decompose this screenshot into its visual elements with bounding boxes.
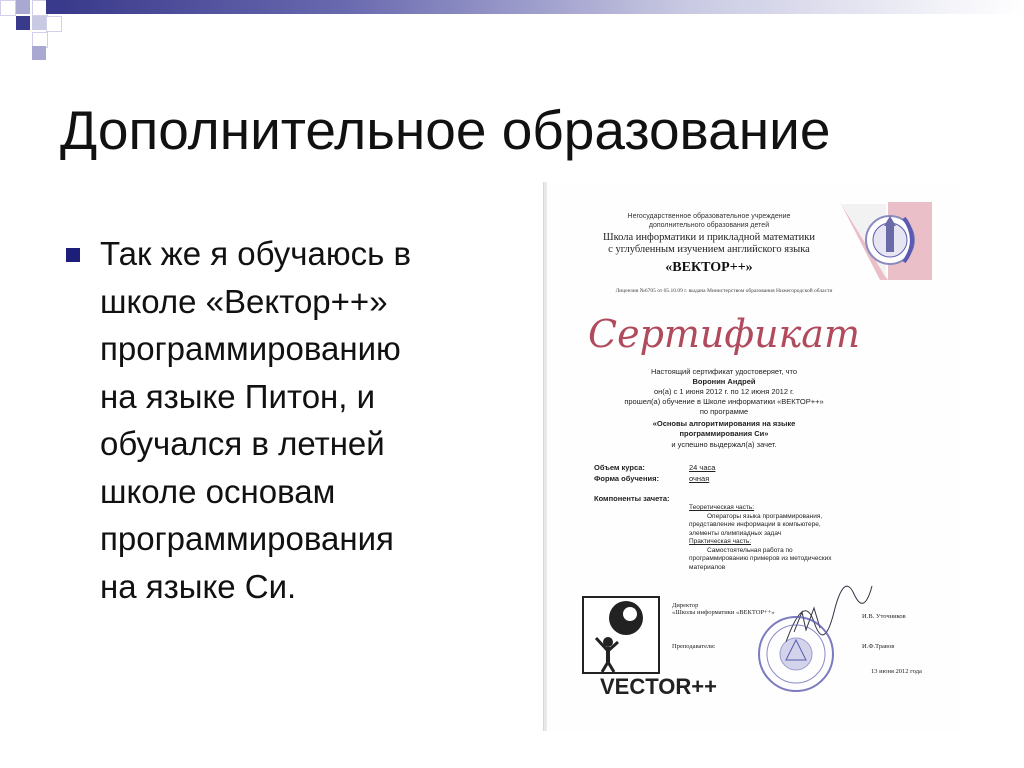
body-line: обучался в летней — [100, 425, 385, 462]
certificate-volume-label: Объем курса: — [594, 463, 645, 472]
vector-logo-text: VECTOR++ — [600, 674, 717, 699]
slide-title: Дополнительное образование — [60, 99, 831, 161]
certificate-school-line: с углубленным изучением английского языка — [608, 244, 810, 255]
vector-logo-icon — [582, 596, 662, 676]
body-line: школе основам — [100, 472, 336, 510]
certificate-components-label: Компоненты зачета: — [594, 494, 670, 503]
deco-square — [16, 16, 30, 30]
round-stamp-icon — [756, 614, 836, 694]
certificate-school — [574, 232, 844, 256]
certificate-practice-line: материалов — [689, 563, 726, 571]
certificate-date: 13 июня 2012 года — [871, 668, 922, 675]
certificate-teachers-label: Преподаватели: — [672, 643, 716, 650]
certificate-form-value: очная — [689, 474, 710, 483]
slide-body — [100, 230, 520, 610]
body-line: программированию — [100, 330, 401, 367]
certificate-recipient: Воронин Андрей — [692, 377, 756, 386]
certificate-school-line: Школа информатики и прикладной математики — [603, 232, 815, 243]
certificate-form-label: Форма обучения: — [594, 474, 659, 483]
certificate-volume-row — [594, 463, 715, 472]
certificate-director-line: Директор — [672, 602, 699, 609]
school-emblem-icon — [840, 202, 932, 280]
certificate-line: он(а) с 1 июня 2012 г. по 12 июня 2012 г. — [653, 387, 795, 396]
certificate-theory-label: Теоретическая часть: — [689, 504, 755, 511]
certificate-line: и успешно выдержал(а) зачет. — [671, 440, 777, 449]
certificate-org-line: дополнительного образования детей — [648, 222, 770, 229]
certificate-theory — [689, 504, 859, 572]
certificate-license: Лицензия №6705 от 05.10.09 г. выдана Министерством образования Нижегородской области — [615, 288, 833, 294]
body-line: на языке Питон, и — [100, 377, 376, 415]
certificate-program: программирования Си» — [679, 429, 769, 438]
certificate-image — [543, 182, 960, 731]
certificate-edge — [544, 182, 547, 731]
deco-square — [46, 16, 62, 32]
certificate-theory-line: представление информации в компьютере, — [689, 521, 821, 528]
certificate-heading: Сертификат — [588, 312, 860, 356]
certificate-program: «Основы алгоритмирования на языке — [652, 419, 796, 428]
certificate-teacher-name: И.Ф.Травов — [862, 643, 895, 650]
deco-square — [32, 46, 46, 60]
certificate-theory-line: Операторы языка программирования, — [707, 512, 823, 520]
title-gradient-bar — [60, 0, 1024, 14]
deco-square — [0, 0, 16, 16]
certificate-school-name: «ВЕКТОР++» — [665, 260, 753, 275]
certificate-org-line: Негосударственное образовательное учреждение — [627, 213, 791, 220]
certificate-line: прошел(а) обучение в Школе информатики «ВЕКТОР++» — [624, 397, 824, 406]
certificate-org — [574, 212, 844, 230]
deco-square — [46, 0, 60, 14]
bullet-square-icon — [66, 248, 80, 262]
certificate-theory-line: элементы олимпиадных задач — [689, 529, 782, 537]
body-line: Так же я обучаюсь в — [100, 235, 411, 272]
deco-square — [16, 0, 30, 14]
certificate-line: по программе — [699, 407, 749, 416]
certificate-volume-value: 24 часа — [689, 463, 716, 472]
certificate-line: Настоящий сертификат удостоверяет, что — [650, 367, 798, 376]
certificate-practice-label: Практическая часть: — [689, 538, 752, 545]
certificate-practice-line: программированию примеров из методических — [689, 555, 832, 562]
body-line: на языке Си. — [100, 567, 297, 605]
body-line: программирования — [100, 520, 394, 557]
body-line: школе «Вектор++» — [100, 282, 388, 320]
deco-square — [32, 16, 46, 30]
certificate-form-row — [594, 474, 709, 483]
certificate-director-name: И.В. Уточников — [862, 613, 906, 620]
certificate-practice-line: Самостоятельная работа по — [707, 546, 793, 554]
certificate-director-line: «Школы информатики «ВЕКТОР++» — [672, 609, 775, 616]
